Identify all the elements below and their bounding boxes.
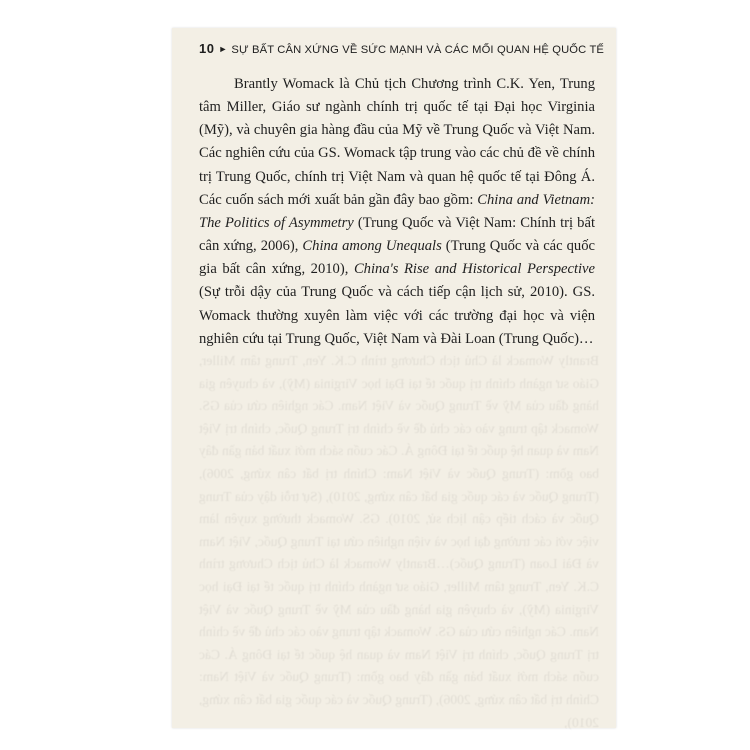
book-note-2: (Trung Quốc và các quốc gia bất cân xứng, 2010), xyxy=(199,238,596,278)
book-title-china-and-vietnam: China and Vietnam: The Politics of Asymmetry xyxy=(199,191,595,231)
author-bio xyxy=(199,73,595,351)
book-note-3: (Sự trỗi dậy của Trung Quốc và cách tiếp cận lịch sử, 2010). GS. Womack thường xuyên làm việc với các trường đại học và viện nghiên cứu tại Trung Quốc, Việt Nam và Đài Loan (Trung Quốc)… xyxy=(199,284,595,347)
book-note-1: (Trung Quốc và Việt Nam: Chính trị bất cân xứng, 2006), xyxy=(199,214,595,255)
bio-paragraph xyxy=(199,73,595,351)
running-header xyxy=(199,40,604,58)
bio-text-intro: Brantly Womack là Chủ tịch Chương trình C.K. Yen, Trung tâm Miller, Giáo sư ngành chính trị quốc tế tại Đại học Virginia (Mỹ), và chuyên gia hàng đầu của Mỹ về Trung Quốc và Việt Nam. Các nghiên cứu của GS. Womack tập trung vào các chủ đề về chính trị Trung Quốc, chính trị Việt Nam và quan hệ quốc tế tại Đông Á. Các cuốn sách mới xuất bản gần đây bao gồm: xyxy=(199,76,595,208)
show-through-text: Brantly Womack là Chủ tịch Chương trình C.K. Yen, Trung tâm Miller, Giáo sư ngành chính trị quốc tế tại Đại học Virginia (Mỹ), và chuyên gia hàng đầu của Mỹ về Trung Quốc và Việt Nam. Các nghiên cứu của GS. Womack tập trung vào các chủ đề về chính trị Trung Quốc, chính trị Việt Nam và quan hệ quốc tế tại Đông Á. Các cuốn sách mới xuất bản gần đây bao gồm: (Trung Quốc và Việt Nam: Chính trị bất cân xứng, 2006), (Trung Quốc và các quốc gia bất cân xứng, 2010), (Sự trỗi dậy của Trung Quốc và cách tiếp cận lịch sử, 2010). GS. Womack thường xuyên làm việc với các trường đại học và viện nghiên cứu tại Trung Quốc, Việt Nam và Đài Loan (Trung Quốc)…Brantly Womack là Chủ tịch Chương trình C.K. Yen, Trung tâm Miller, Giáo sư ngành chính trị quốc tế tại Đại học Virginia (Mỹ), và chuyên gia hàng đầu của Mỹ về Trung Quốc và Việt Nam. Các nghiên cứu của GS. Womack tập trung vào các chủ đề về chính trị Trung Quốc, chính trị Việt Nam và quan hệ quốc tế tại Đông Á. Các cuốn sách mới xuất bản gần đây bao gồm: (Trung Quốc và Việt Nam: Chính trị bất cân xứng, 2006), (Trung Quốc và các quốc gia bất cân xứng, 2010), xyxy=(198,353,599,730)
running-title: SỰ BẤT CÂN XỨNG VỀ SỨC MẠNH VÀ CÁC MỐI QUAN HỆ QUỐC TẾ xyxy=(231,44,605,56)
book-page xyxy=(172,28,616,728)
book-title-chinas-rise: China's Rise and Historical Perspective xyxy=(353,261,596,278)
page-number: 10 xyxy=(199,41,215,56)
arrow-icon: ► xyxy=(218,44,228,54)
book-title-china-among-unequals: China among Unequals xyxy=(302,238,442,255)
